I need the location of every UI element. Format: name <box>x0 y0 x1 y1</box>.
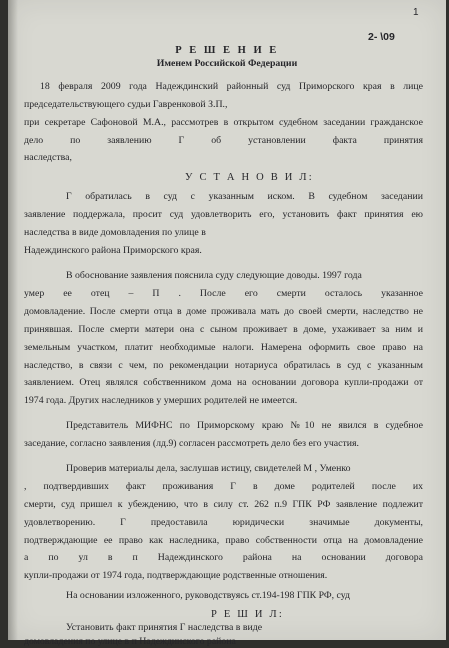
grounds-line: земельным участком, платит необходимые налоги. Намерена оформить свое право на <box>24 342 423 353</box>
case-number: 2- \09 <box>368 31 395 43</box>
grounds-line: домовладение. После смерти отца в доме проживала мать до своей смерти, наследство не <box>24 306 423 317</box>
page-number: 1 <box>413 7 419 18</box>
examination-line: удовлетворению. Г предоставила юридически значимые документы, <box>24 517 423 528</box>
grounds-line: принявшая. После смерти матери она с сыном проживает в доме, ухаживает за ним и <box>24 324 423 335</box>
intro-line: наследства, <box>24 152 72 163</box>
decision-line: домовладения по улице в п Надеждинского района <box>24 636 236 647</box>
grounds-line: В обоснование заявления пояснила суду следующие доводы. 1997 года <box>66 270 362 281</box>
established-line: Г обратилась в суд с указанным иском. В судебном заседании <box>66 191 423 202</box>
established-line: заявление поддержала, просит суд удовлетворить его, установить факт принятия ею <box>24 209 423 220</box>
decision-line: Установить факт принятия Г наследства в виде <box>66 622 263 633</box>
examination-line: купли-продажи от 1974 года, подтверждающие родственные отношения. <box>24 570 328 581</box>
document-title: Р Е Ш Е Н И Е <box>175 45 279 56</box>
examination-line: Проверив материалы дела, заслушав истицу, свидетелей М , Уменко <box>66 463 351 474</box>
representative-line: Представитель МИФНС по Приморскому краю №10 не явился в судебное <box>66 420 423 431</box>
intro-line: дело по заявлению Г об установлении факта принятия <box>24 135 423 146</box>
examination-line: подтверждающие ее право как наследника, право собственности отца на домовладение <box>24 535 423 546</box>
page-shadow <box>8 0 18 640</box>
grounds-line: наследство, в связи с чем, по рекомендации нотариуса обратилась в суд с указанным <box>24 360 423 371</box>
document-subtitle: Именем Российской Федерации <box>156 58 298 69</box>
intro-line: при секретаре Сафоновой М.А., рассмотрев в открытом судебном заседании гражданское <box>24 117 423 128</box>
court-decision-page <box>8 0 446 647</box>
heading-established: У С Т А Н О В И Л: <box>185 172 314 183</box>
intro-line: 18 февраля 2009 года Надеждинский районный суд Приморского края в лице <box>40 81 423 92</box>
established-line: наследства в виде домовладения по улице в <box>24 227 206 238</box>
established-line: Надеждинского района Приморского края. <box>24 245 202 256</box>
heading-decided: Р Е Ш И Л: <box>211 609 284 620</box>
examination-line: а по ул в п Надеждинского района на основании договора <box>24 552 423 563</box>
basis-line: На основании изложенного, руководствуясь ст.194-198 ГПК РФ, суд <box>66 590 351 601</box>
grounds-line: умер ее отец – П . После его смерти осталось указанное <box>24 288 423 299</box>
examination-line: смерти, суд пришел к убеждению, что в силу ст. 262 п.9 ГПК РФ заявление подлежит <box>24 499 423 510</box>
grounds-line: 1974 года. Других наследников у умерших родителей не имеется. <box>24 395 298 406</box>
intro-line: председательствующего судьи Гавренковой З.П., <box>24 99 228 110</box>
grounds-line: заявлением. Отец являлся собственником дома на основании договора купли-продажи от <box>24 377 423 388</box>
examination-line: , подтвердивших факт проживания Г в доме родителей после их <box>24 481 423 492</box>
representative-line: заседание, согласно заявления (лд.9) согласен рассмотреть дело без его участия. <box>24 438 359 449</box>
